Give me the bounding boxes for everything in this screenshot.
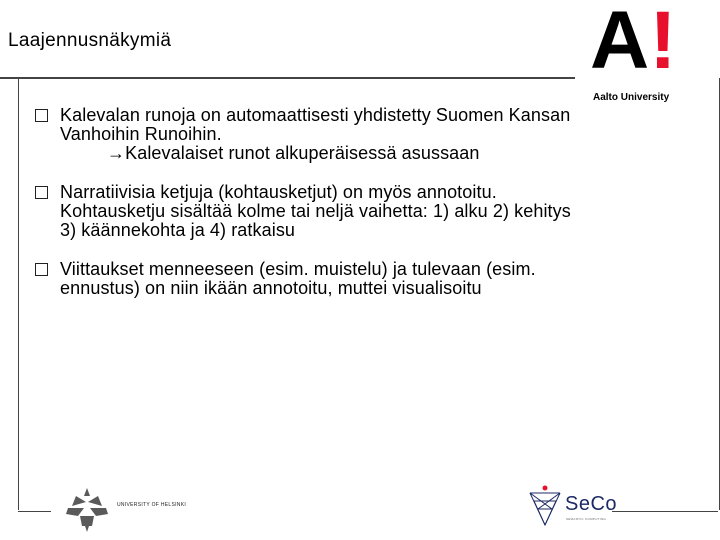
bullet-item-2 [35,183,705,240]
bullet-item-3 [35,260,705,298]
bullet-list [35,106,705,318]
aalto-logo [590,0,677,84]
bullet-box-icon [35,186,48,199]
bullet-2-line-3: 3) käännekohta ja 4) ratkaisu [60,220,296,240]
bullet-2-line-2: Kohtausketju sisältää kolme tai neljä vaihetta: 1) alku 2) kehitys [60,201,571,221]
aalto-logo-caption: Aalto University [593,92,670,103]
bullet-3-line-1: Viittaukset menneeseen (esim. muistelu) ja tulevaan (esim. [60,259,536,279]
helsinki-flame-icon [62,486,112,532]
helsinki-logo-text: UNIVERSITY OF HELSINKI [117,502,187,508]
bullet-1-line-1: Kalevalan runoja on automaattisesti yhdistetty Suomen Kansan [60,105,571,125]
aalto-logo-letter: A [590,0,650,86]
bullet-item-1 [35,106,705,163]
bullet-2-line-1: Narratiivisia ketjuja (kohtausketjut) on myös annotoitu. [60,182,497,202]
aalto-logo-mark: ! [649,0,677,86]
slide-title: Laajennusnäkymiä [8,30,172,51]
seco-logo-subtitle: SEMANTIC COMPUTING [566,517,607,521]
seco-lattice-icon [528,485,562,527]
bullet-box-icon [35,263,48,276]
bottom-rule-right [612,511,718,512]
bullet-3-line-2: ennustus) on niin ikään annotoitu, muttei visualisoitu [60,278,482,298]
bullet-1-arrow-line: →Kalevalaiset runot alkuperäisessä asussaan [107,143,480,163]
bullet-1-line-2: Vanhoihin Runoihin. [60,124,222,144]
seco-logo-text: SeCo [565,493,618,515]
bottom-rule-left [18,511,51,512]
bullet-box-icon [35,109,48,122]
